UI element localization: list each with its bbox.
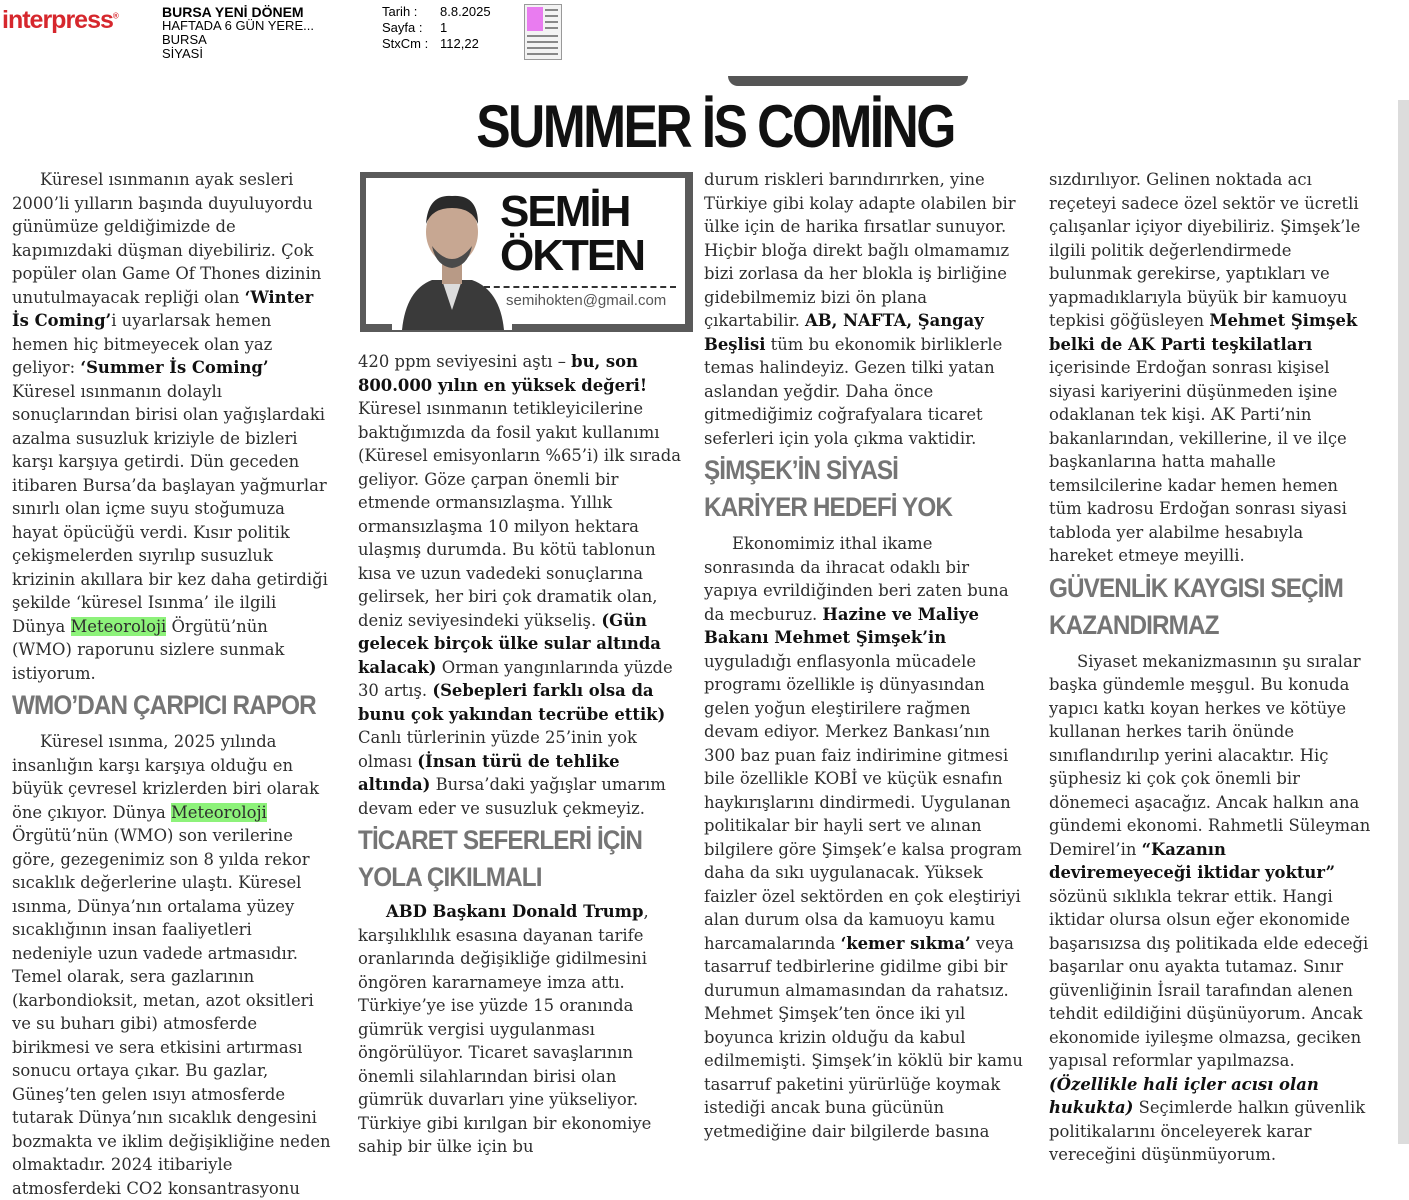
page-edge: [1398, 100, 1409, 1144]
author-name: SEMİH ÖKTEN: [500, 187, 644, 280]
highlighted-term: Meteoroloji: [70, 616, 167, 636]
publication-name: BURSA YENİ DÖNEM: [162, 4, 304, 20]
subheading: WMO’DAN ÇARPICI RAPOR: [12, 690, 316, 720]
author-photo: [392, 180, 512, 330]
subheading: YOLA ÇIKILMALI: [358, 862, 542, 892]
article-column-2: [358, 350, 682, 1159]
subheading: ŞİMŞEK’İN SİYASİ: [704, 455, 899, 485]
paragraph: Siyaset mekanizmasının şu sıralar başka gündemle meşgul. Bu konuda yapıcı katkı koyan herkes ve kötüye kullanan herkes tarih önünde sınıflandırılıp yerini alacaktır. Hiç şüphesiz ki çok çok önemli bir dönemeci aşacağız. Ancak halkın ana gündemi ekonomi. Rahmetli Süleyman Demirel’in “Kazanın deviremeyeceği iktidar yoktur” sözünü sıklıkla tekrar ettik. Hangi iktidar olursa olsun eğer ekonomide başarısızsa dış politikada elde edeceği başarılar onu ayakta tutamaz. Sınır güvenliğinin İsrail tarafından alenen tehdit edildiğini düşünüyorum. Ancak ekonomide iyileşme olmazsa, geciken yapısal reformlar yapılmazsa. (Özellikle hali içler acısı olan hukukta) Seçimlerde halkın güvenlik politikalarını önceleyerek karar vereceğini düşünmüyorum.: [1049, 651, 1371, 1164]
article-column-4: [1049, 168, 1371, 1167]
paragraph: 420 ppm seviyesini aştı – bu, son 800.000 yılın en yüksek değeri! Küresel ısınmanın tetikleyicilerine baktığımızda da fosil yakıt kullanımı (Küresel emisyonların %65’i) ilk sırada geliyor. Göze çarpan önemli bir etmende ormansızlaşma. Yıllık ormansızlaşma 10 milyon hektara ulaşmış durumda. Bu kötü tablonun kısa ve uzun vadedeki sonuçlarına gelirsek, her biri çok dramatik olan, deniz seviyesindeki yükseliş. (Gün gelecek birçok ülke sular altında kalacak) Orman yangınlarında yüzde 30 artış. (Sebepleri farklı olsa da bunu çok yakından tecrübe ettik) Canlı türlerinin yüzde 25’inin yok olması (İnsan türü de tehlike altında) Bursa’daki yağışlar umarım devam eder ve susuzluk çekmeyiz.: [358, 352, 682, 818]
paragraph: Küresel ısınma, 2025 yılında insanlığın karşı karşıya olduğu en büyük çevresel krizlerden biri olarak öne çıkıyor. Dünya Meteoroloji Örgütü’nün (WMO) son verilerine göre, gezegenimiz son 8 yılda rekor sıcaklık değerlerine ulaştı. Küresel ısınma, Dünya’nın ortalama yüzey sıcaklığının insan faaliyetleri nedeniyle uzun vadede artmasıdır. Temel olarak, sera gazlarının (karbondioksit, metan, azot oksitleri ve su buharı gibi) atmosferde birikmesi ve sera etkisini artırması sonucu ortaya çıkar. Bu gazlar, Güneş’ten gelen ısıyı atmosferde tutarak Dünya’nın sıcaklık dengesini bozmakta ve iklim değişikliğine neden olmaktadır. 2024 itibariyle atmosferdeki CO2 konsantrasyonu: [12, 732, 331, 1198]
meta-row-size: StxCm : 112,22: [382, 36, 479, 51]
article-column-3: [704, 168, 1026, 1143]
author-email[interactable]: semihokten@gmail.com: [506, 292, 667, 309]
subheading: TİCARET SEFERLERİ İÇİN: [358, 825, 642, 855]
subheading: KAZANDIRMAZ: [1049, 609, 1219, 640]
meta-row-date: Tarih : 8.8.2025: [382, 4, 491, 19]
paragraph: sızdırılıyor. Gelinen noktada acı reçeteyi sadece özel sektör ve ücretli çalışanlar içiyor diyebiliriz. Şimşek’le ilgili politik değerlendirmede bulunmak gerekirse, yaptıkları ve yapmadıklarıyla büyük bir kamuoyu tepkisi göğüsleyen Mehmet Şimşek belki de AK Parti teşkilatları içerisinde Erdoğan sonrası kişisel siyasi kariyerini düşünmeden işine odaklanan tek kişi. AK Parti’nin bakanlarından, vekillerine, il ve ilçe başkanlarına hatta mahalle temsilcilerine kadar hemen hemen tüm kadrosu Erdoğan sonrası siyasi tabloda yer alabilme hesabıyla hareket etmeye meyilli.: [1049, 170, 1361, 565]
paragraph: Ekonomimiz ithal ikame sonrasında da ihracat odaklı bir yapıya evrildiğinden beri zaten buna da mecburuz. Hazine ve Maliye Bakanı Mehmet Şimşek’in uyguladığı enflasyonla mücadele programı özellikle iş dünyasından gelen yoğun eleştirilere rağmen devam ediyor. Merkez Bankası’nın 300 baz puan faiz indirimine gitmesi bile özellikle KOBİ ve küçük esnafın haykırışlarını dindirmedi. Uygulanan politikalar bir hayli sert ve alınan bilgilere göre Şimşek’e kalsa program daha da sıkı uygulanacak. Yüksek faizler özel sektörden en çok eleştiriyi alan durum olsa da kamuoyu kamu harcamalarında ‘kemer sıkma’ veya tasarruf tedbirlerine gidilme gibi bir durumun almamasından da rahatsız. Mehmet Şimşek’ten önce iki yıl boyunca krizin olduğu da kabul edilmemişti. Şimşek’in köklü bir kamu tasarruf paketini yürürlüğe koymak istediği ancak buna gücünün yetmediğine dair bilgilerde basına: [704, 534, 1023, 1141]
paragraph: durum riskleri barındırırken, yine Türkiye gibi kolay adapte olabilen bir ülke için de harika fırsatlar sunuyor. Hiçbir bloğa direkt bağlı olmamamız bizi zorlasa da her blokla iş birliğine gidebilmemiz bizi ön plana çıkartabilir. AB, NAFTA, Şangay Beşlisi tüm bu ekonomik birliklerle temas halindeyiz. Gezen tilki yatan aslandan yeğdir. Daha önce gitmediğimiz coğrafyalara ticaret seferleri için yola çıkma vaktidir.: [704, 170, 1016, 448]
page-decoration-bar: [728, 76, 968, 86]
highlighted-term: Meteoroloji: [171, 802, 267, 822]
publication-info: [162, 5, 314, 61]
subheading: GÜVENLİK KAYGISI SEÇİM: [1049, 572, 1343, 603]
interpress-logo: interpress®: [2, 6, 118, 34]
article-headline: SUMMER İS COMİNG: [476, 93, 954, 160]
paragraph: ABD Başkanı Donald Trump, karşılıklılık esasına dayanan tarife oranlarında değişikliğe gidilmesini öngören kararnameye imza attı. Türkiye’ye ise yüzde 15 oranında gümrük vergisi uygulanması öngörülüyor. Ticaret savaşlarının önemli silahlarından birisi olan gümrük duvarları yine yükseliyor. Türkiye gibi kırılgan bir ekonomiye sahip bir ülke için bu: [358, 902, 652, 1156]
page-thumbnail-icon[interactable]: [524, 4, 562, 60]
meta-row-page: Sayfa : 1: [382, 20, 448, 35]
publication-category: SİYASİ: [162, 46, 203, 61]
author-box: [360, 172, 693, 332]
clip-meta: [382, 4, 491, 52]
publication-city: BURSA: [162, 32, 207, 47]
publication-frequency: HAFTADA 6 GÜN YERE...: [162, 18, 314, 33]
article-column-1: [12, 168, 332, 1200]
paragraph: Küresel ısınmanın ayak sesleri 2000’li yılların başında duyuluyordu günümüze geldiğimizde de kapımızdaki düşman diyebiliriz. Çok popüler olan Game Of Thones dizinin unutulmayacak repliği olan ‘Winter İs Coming’i uyarlarsak hemen hemen hiç bitmeyecek olan yaz geliyor: ‘Summer İs Coming’ Küresel ısınmanın dolaylı sonuçlarından birisi olan yağışlardaki azalma susuzluk kriziyle de bizleri karşı karşıya getirdi. Dün geceden itibaren Bursa’da başlayan yağmurlar sınırlı olan içme suyu stoğumuza hayat öpücüğü verdi. Kısır politik çekişmelerden sıyrılıp susuzluk krizinin akıllara bir kez daha getirdiği şekilde ‘küresel Isınma’ ile ilgili Dünya Meteoroloji Örgütü’nün (WMO) raporunu sizlere sunmak istiyorum.: [12, 170, 328, 683]
subheading: KARİYER HEDEFİ YOK: [704, 492, 952, 522]
divider: [484, 286, 676, 288]
